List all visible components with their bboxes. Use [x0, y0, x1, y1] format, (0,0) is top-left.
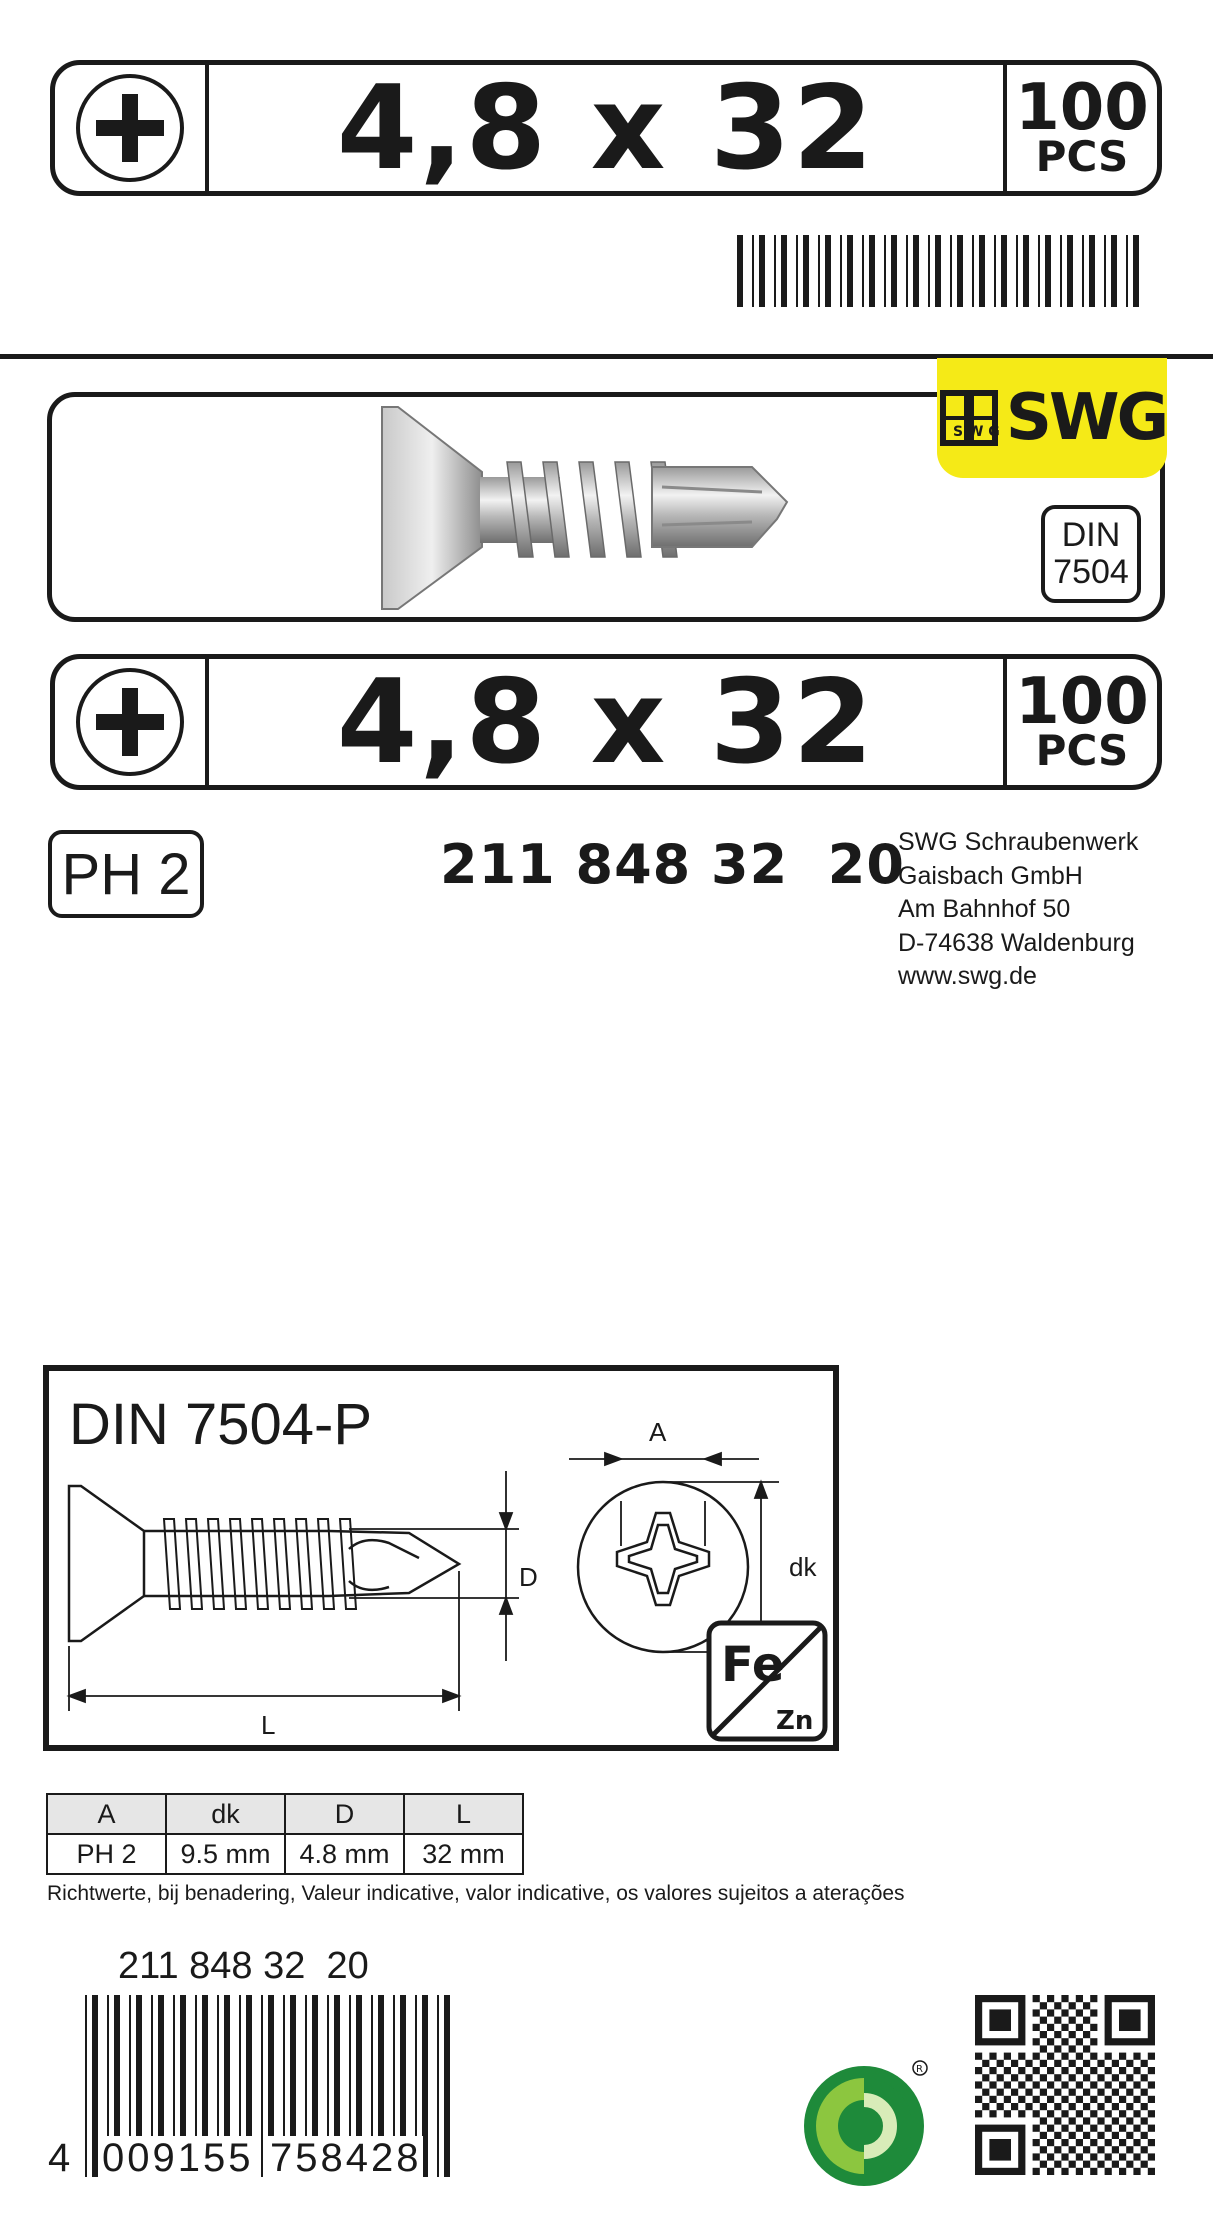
- dimension-label-l: L: [261, 1710, 276, 1740]
- table-cell: 32 mm: [404, 1834, 523, 1874]
- swg-seal-letters: S W G: [952, 424, 1000, 440]
- table-header-cell: L: [404, 1794, 523, 1834]
- table-row: [47, 1834, 523, 1874]
- article-number: 211 848 32 20: [440, 833, 905, 896]
- drawing-title: DIN 7504-P: [69, 1392, 373, 1457]
- din-line1: DIN: [1061, 515, 1121, 554]
- table-header-cell: D: [285, 1794, 404, 1834]
- size-band-top: [50, 60, 1162, 196]
- ean-article-label: 211 848 32 20: [118, 1945, 369, 1987]
- small-barcode: [735, 235, 1145, 307]
- dimension-label-d: D: [519, 1562, 538, 1592]
- swg-seal-icon: [938, 388, 1000, 448]
- table-cell: 4.8 mm: [285, 1834, 404, 1874]
- address-line: SWG Schraubenwerk: [898, 828, 1139, 856]
- technical-drawing-box: [43, 1365, 839, 1751]
- green-dot-recycling-icon: [800, 2058, 930, 2188]
- material-badge: [709, 1623, 825, 1739]
- quantity-unit: PCS: [1035, 725, 1129, 775]
- website: www.swg.de: [898, 962, 1037, 990]
- address-line: D-74638 Waldenburg: [898, 928, 1135, 957]
- dimension-label-dk: dk: [789, 1552, 817, 1582]
- address-line: Gaisbach GmbH: [898, 861, 1083, 890]
- quantity-number: 100: [1015, 665, 1149, 740]
- screw-dimension-drawing: [49, 1371, 833, 1745]
- ean-group-2: 758428: [270, 2136, 422, 2180]
- ean-first-digit: 4: [48, 2136, 71, 2180]
- table-header-row: [47, 1794, 523, 1834]
- phillips-drive-icon: [72, 70, 188, 186]
- qr-code: [975, 1995, 1155, 2175]
- disclaimer-text: Richtwerte, bij benadering, Valeur indicative, valor indicative, os valores sujeitos a aterações: [47, 1882, 905, 1905]
- ean-group-1: 009155: [102, 2136, 254, 2180]
- din-standard-badge: [1041, 505, 1141, 603]
- table-cell: PH 2: [47, 1834, 166, 1874]
- drive-size-badge: PH 2: [48, 830, 204, 918]
- manufacturer-address: [898, 826, 1138, 994]
- phillips-drive-icon: [72, 664, 188, 780]
- dimension-label-a: A: [649, 1417, 667, 1447]
- material-zn: Zn: [776, 1706, 814, 1736]
- svg-text:R: R: [916, 2064, 923, 2075]
- material-fe: Fe: [721, 1637, 785, 1693]
- size-text: 4,8 x 32: [336, 60, 876, 196]
- swg-logo: [937, 358, 1167, 478]
- quantity-cell: [1003, 659, 1157, 785]
- table-header-cell: A: [47, 1794, 166, 1834]
- spec-table: [46, 1793, 524, 1875]
- din-line2: 7504: [1053, 553, 1129, 591]
- size-band-middle: [50, 654, 1162, 790]
- quantity-cell: [1003, 65, 1157, 191]
- table-cell: 9.5 mm: [166, 1834, 285, 1874]
- quantity-unit: PCS: [1035, 131, 1129, 181]
- size-text: 4,8 x 32: [336, 654, 876, 790]
- brand-name: SWG: [1005, 381, 1167, 455]
- address-line: Am Bahnhof 50: [898, 895, 1071, 923]
- table-header-cell: dk: [166, 1794, 285, 1834]
- quantity-number: 100: [1015, 71, 1149, 146]
- drive-cell: [55, 659, 209, 785]
- drive-cell: [55, 65, 209, 191]
